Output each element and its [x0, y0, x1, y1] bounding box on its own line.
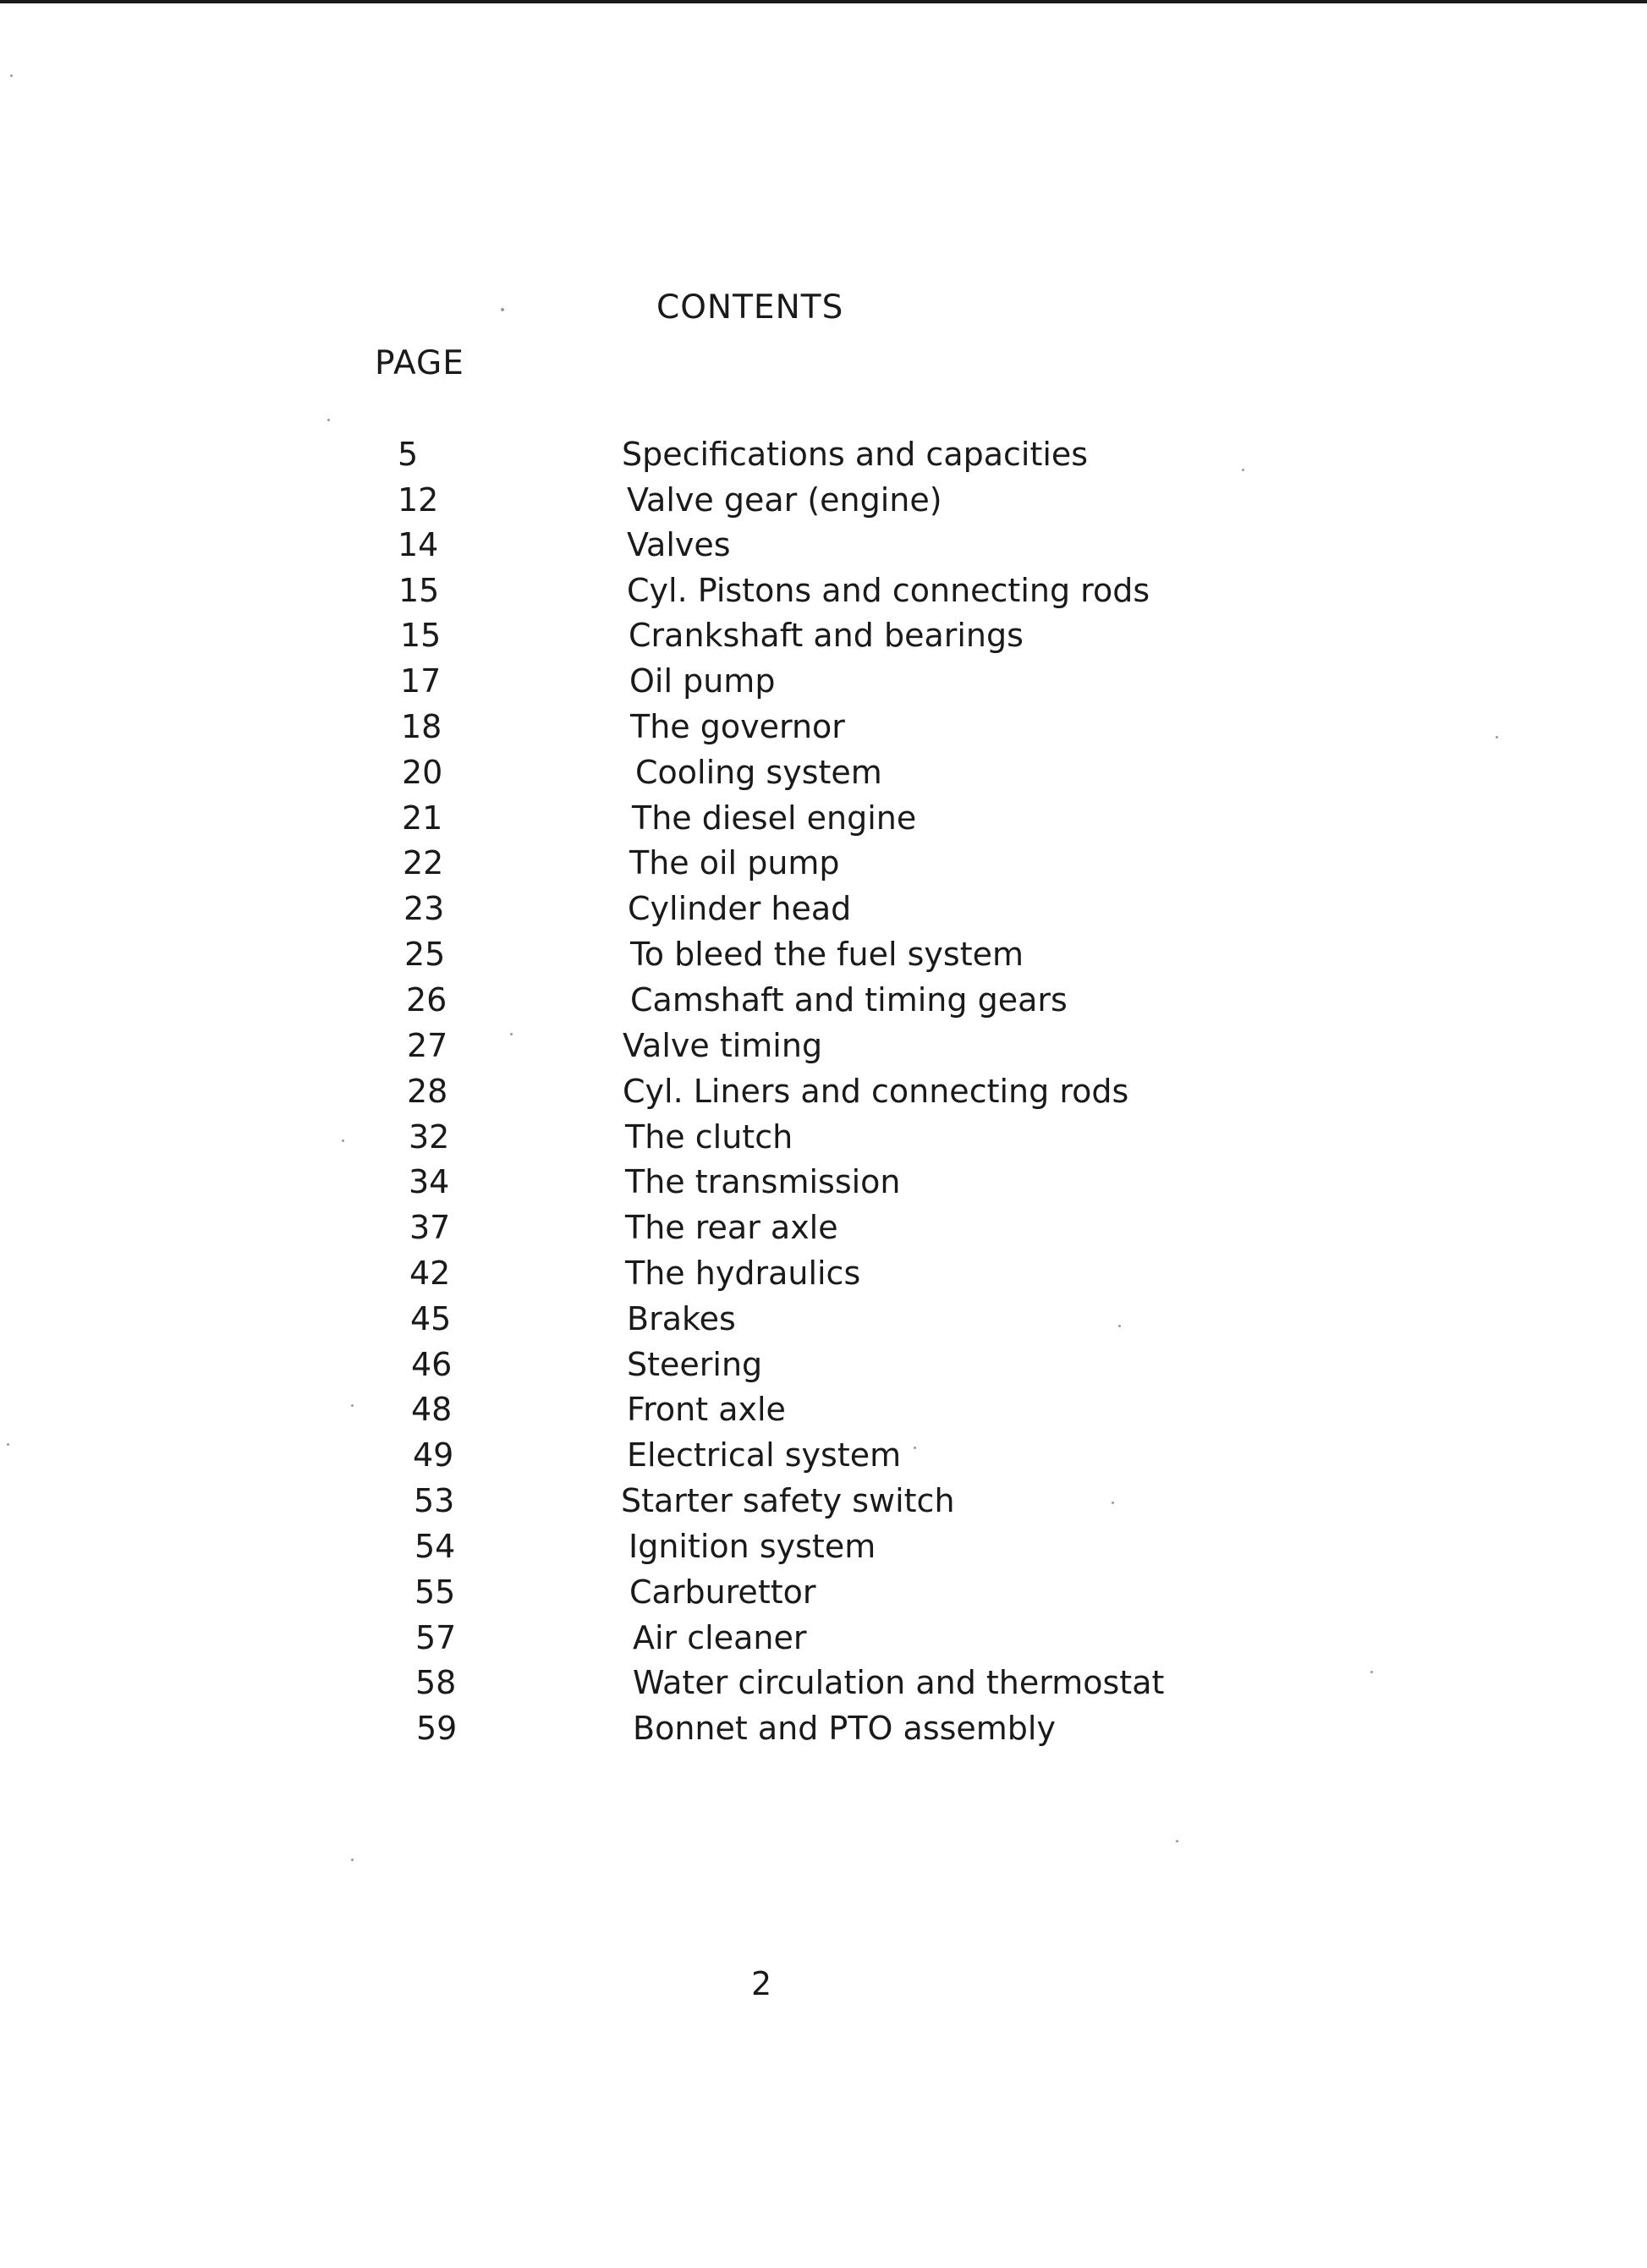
toc-title: Bonnet and PTO assembly	[633, 1710, 1056, 1747]
toc-page-number: 53	[414, 1482, 455, 1519]
toc-entry	[0, 661, 1647, 701]
toc-title: Carburettor	[629, 1573, 816, 1611]
toc-entry	[0, 1025, 1647, 1066]
scan-speck	[327, 419, 330, 421]
toc-entry	[0, 1617, 1647, 1658]
toc-entry	[0, 1435, 1647, 1475]
toc-entry	[0, 1207, 1647, 1248]
scan-speck	[1112, 1502, 1114, 1504]
toc-page-number: 32	[409, 1118, 450, 1156]
toc-entry	[0, 1161, 1647, 1202]
scan-speck	[351, 1859, 354, 1861]
toc-entry	[0, 1117, 1647, 1157]
toc-page-number: 48	[411, 1391, 453, 1428]
toc-page-number: 54	[414, 1528, 456, 1565]
toc-page-number: 18	[401, 708, 442, 745]
scan-speck	[510, 1033, 513, 1035]
toc-title: Specifications and capacities	[622, 436, 1089, 473]
toc-entry	[0, 1344, 1647, 1385]
toc-title: The governor	[630, 708, 845, 745]
toc-entry	[0, 570, 1647, 611]
scan-speck	[914, 1447, 916, 1449]
toc-title: Front axle	[627, 1391, 786, 1428]
toc-page-number: 46	[411, 1346, 453, 1383]
toc-page-number: 42	[409, 1255, 451, 1292]
toc-page-number: 58	[415, 1664, 457, 1701]
scan-speck	[7, 1443, 9, 1446]
toc-entry	[0, 934, 1647, 975]
toc-page-number: 28	[407, 1073, 448, 1110]
toc-page-number: 15	[400, 617, 442, 654]
toc-entry	[0, 1662, 1647, 1703]
toc-entry	[0, 524, 1647, 565]
toc-title: Ignition system	[629, 1528, 876, 1565]
scan-speck	[1118, 1325, 1121, 1327]
toc-page-number: 14	[398, 526, 439, 563]
toc-page-number: 26	[406, 981, 447, 1019]
toc-title: Water circulation and thermostat	[633, 1664, 1165, 1701]
scan-speck	[1176, 1840, 1178, 1842]
toc-entry	[0, 980, 1647, 1020]
toc-title: Valve gear (engine)	[627, 481, 942, 519]
toc-title: Steering	[627, 1346, 763, 1383]
scan-speck	[342, 1139, 344, 1142]
footer-page-number: 2	[751, 1965, 772, 2002]
toc-page-number: 25	[404, 936, 446, 973]
toc-page-number: 49	[413, 1436, 454, 1474]
toc-entry	[0, 615, 1647, 656]
toc-page-number: 37	[409, 1209, 451, 1246]
toc-entry	[0, 843, 1647, 883]
toc-page-number: 12	[398, 481, 439, 519]
toc-entry	[0, 706, 1647, 747]
toc-title: The rear axle	[625, 1209, 838, 1246]
toc-page-number: 45	[410, 1300, 452, 1337]
toc-title: Starter safety switch	[621, 1482, 955, 1519]
toc-entry	[0, 1253, 1647, 1293]
toc-title: The diesel engine	[632, 799, 917, 837]
toc-entry	[0, 798, 1647, 838]
toc-title: Cyl. Liners and connecting rods	[623, 1073, 1129, 1110]
toc-page-number: 55	[414, 1573, 456, 1611]
toc-page-number: 17	[400, 662, 442, 700]
toc-page-number: 23	[404, 890, 445, 927]
page-column-header: PAGE	[375, 344, 464, 382]
toc-page-number: 15	[398, 572, 440, 609]
toc-entry	[0, 480, 1647, 520]
toc-entry	[0, 1071, 1647, 1112]
toc-page-number: 27	[407, 1027, 448, 1064]
contents-heading: CONTENTS	[656, 288, 844, 327]
toc-title: The hydraulics	[625, 1255, 861, 1292]
toc-title: Air cleaner	[633, 1619, 807, 1656]
toc-title: Cyl. Pistons and connecting rods	[627, 572, 1150, 609]
toc-title: Oil pump	[629, 662, 776, 700]
toc-page-number: 22	[403, 844, 444, 881]
toc-page-number: 20	[402, 754, 443, 791]
toc-entry	[0, 1389, 1647, 1430]
toc-title: Cooling system	[635, 754, 882, 791]
toc-title: The transmission	[625, 1163, 901, 1200]
toc-page-number: 21	[402, 799, 443, 837]
toc-entry	[0, 1299, 1647, 1339]
scan-speck	[10, 74, 13, 77]
toc-title: Crankshaft and bearings	[629, 617, 1024, 654]
toc-page-number: 59	[416, 1710, 458, 1747]
toc-title: Valves	[627, 526, 731, 563]
toc-title: Cylinder head	[628, 890, 852, 927]
toc-entry	[0, 888, 1647, 929]
toc-page-number: 57	[415, 1619, 457, 1656]
toc-entry	[0, 434, 1647, 475]
toc-entry	[0, 1708, 1647, 1749]
toc-entry	[0, 1480, 1647, 1521]
toc-title: The oil pump	[629, 844, 840, 881]
scan-speck	[1370, 1671, 1373, 1673]
toc-title: The clutch	[625, 1118, 793, 1156]
toc-entry	[0, 752, 1647, 793]
scan-speck	[501, 308, 504, 311]
toc-title: Camshaft and timing gears	[630, 981, 1068, 1019]
toc-title: Electrical system	[627, 1436, 902, 1474]
toc-page-number: 34	[409, 1163, 450, 1200]
toc-title: Valve timing	[623, 1027, 823, 1064]
scan-speck	[1496, 736, 1498, 739]
scan-speck	[1242, 469, 1244, 471]
scan-speck	[351, 1404, 354, 1407]
toc-title: To bleed the fuel system	[630, 936, 1024, 973]
toc-entry	[0, 1526, 1647, 1567]
toc-entry	[0, 1572, 1647, 1612]
toc-page-number: 5	[398, 436, 419, 473]
toc-title: Brakes	[627, 1300, 736, 1337]
